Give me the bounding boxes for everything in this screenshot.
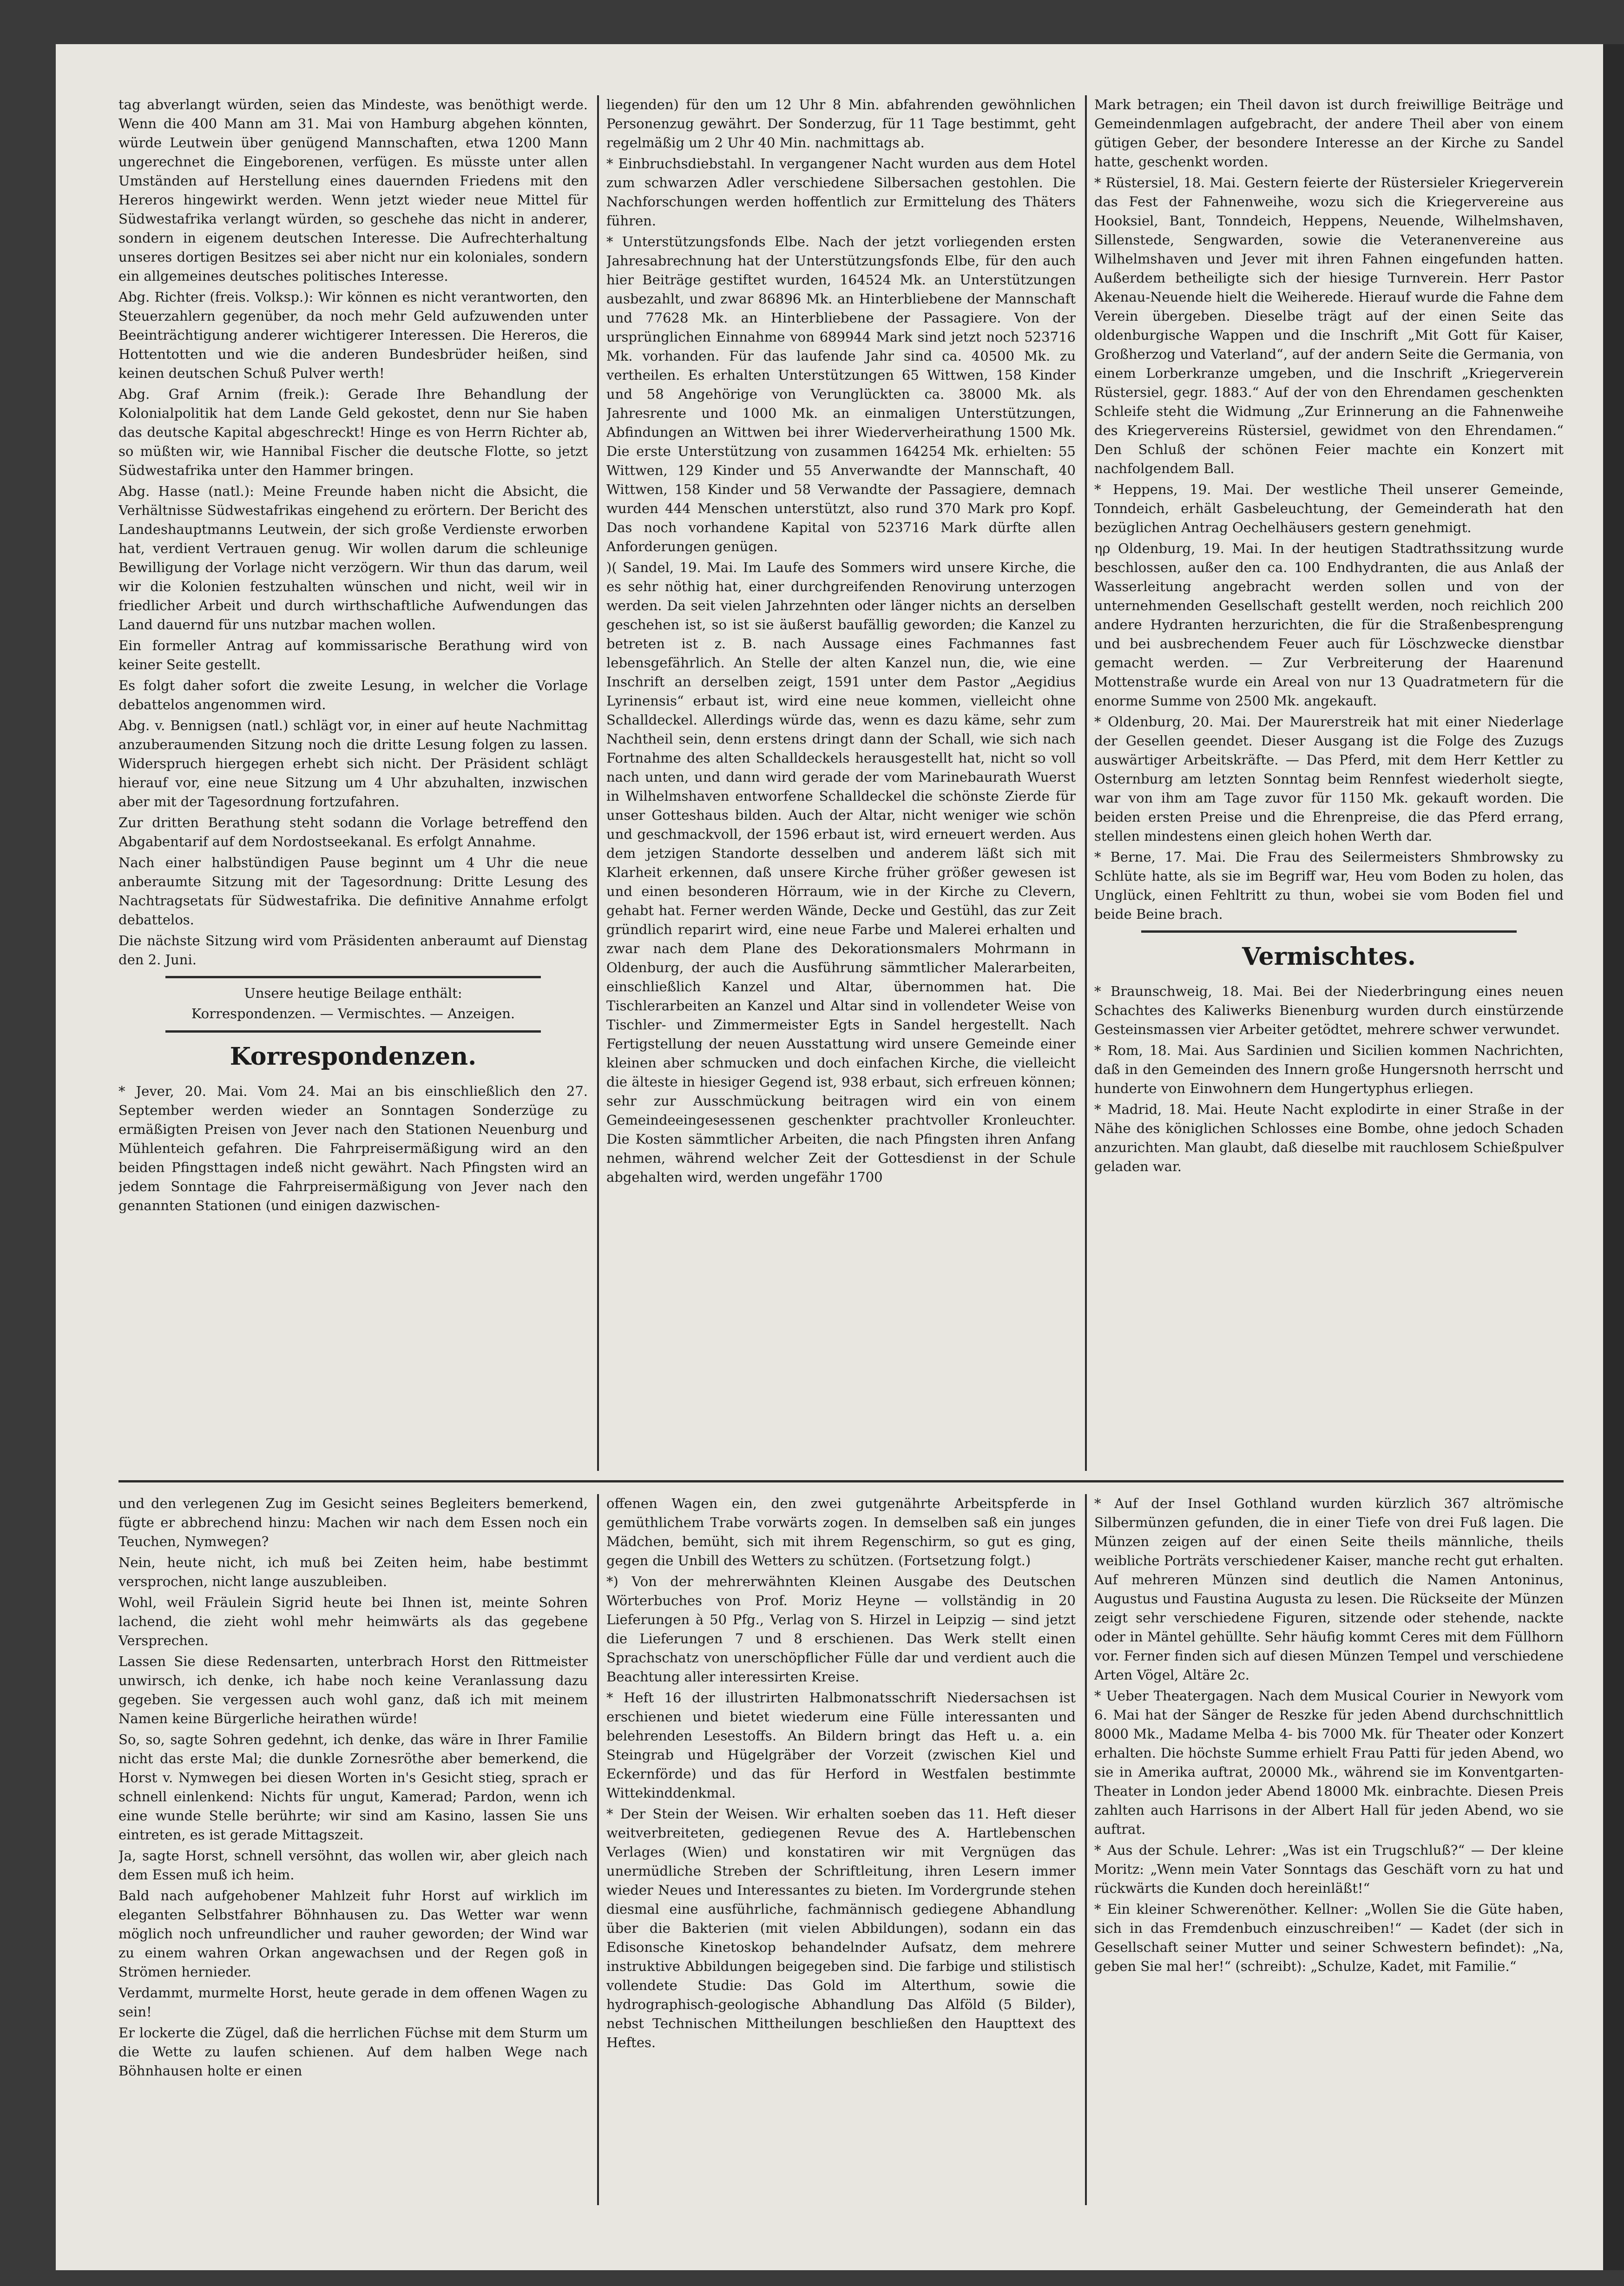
lower-col3-paragraphs (1094, 1494, 1564, 1976)
article-paragraph: * Heppens, 19. Mai. Der westliche Theil unserer Gemeinde, Tonndeich, erhält Gasbeleuchtung, der Gemeinderath hat den bezüglichen Antrag Oechelhäusers gestern genehmigt. (1094, 481, 1564, 535)
section-separator (118, 1480, 1564, 1482)
supplement-contents: Korrespondenzen. — Vermischtes. — Anzeigen. (191, 1006, 515, 1021)
article-paragraph: * Oldenburg, 20. Mai. Der Maurerstreik hat mit einer Niederlage der Gesellen geendet. Dieser Ausgang ist die Folge des Zuzugs auswärtiger Arbeitskräfte. — Das Pferd, mit dem Herr Kettler zu Osternburg am letzten Sonntag beim Rennfest wiederholt siegte, war von ihm am Tage zuvor für 1150 Mk. gekauft worden. Die beiden ersten Preise und die Ehrenpreise, die das Pferd errang, stellen mindestens einen gleich hohen Werth dar. (1094, 714, 1564, 844)
article-paragraph: * Unterstützungsfonds Elbe. Nach der jetzt vorliegenden ersten Jahresabrechnung hat der Unterstützungsfonds Elbe, für den auch hier Beiträge gestiftet wurden, 164524 Mk. an Unterstützungen ausbezahlt, und zwar 86896 Mk. an Hinterbliebene der Mannschaft und 77628 Mk. an Hinterbliebene der Passagiere. Von der ursprünglichen Einnahme von 689944 Mark sind jetzt noch 523716 Mk. vorhanden. Für das laufende Jahr sind ca. 40500 Mk. zu vertheilen. Es erhalten Unterstützungen 65 Wittwen, 158 Kinder und 58 Angehörige von Verunglückten ca. 38000 Mk. als Jahresrente und 1000 Mk. an einmaligen Unterstützungen, Abfindungen an Wittwen bei ihrer Wiederverheirathung 1500 Mk. Die erste Unterstützung von zusammen 164254 Mk. erhielten: 55 Wittwen, 129 Kinder und 55 Anverwandte der Mannschaft, 40 Wittwen, 158 Kinder und 58 Verwandte der Passagiere, demnach wurden 444 Menschen unterstützt, also rund 370 Mark pro Kopf. Das noch vorhandene Kapital von 523716 Mark dürfte allen Anforderungen genügen. (606, 234, 1076, 554)
upper-col3-after (1094, 982, 1564, 1176)
article-paragraph: * Braunschweig, 18. Mai. Bei der Niederbringung eines neuen Schachtes des Kaliwerks Bienenburg wurden durch einstürzende Gesteinsmassen vier Arbeiter getödtet, mehrere schwer verwundet. (1094, 983, 1564, 1037)
upper-col3-paragraphs (1094, 95, 1564, 924)
divider (165, 1030, 541, 1033)
upper-col2-paragraphs (606, 95, 1076, 1187)
article-paragraph: * Ueber Theatergagen. Nach dem Musical Courier in Newyork vom 6. Mai hat der Sänger de Reszke für jeden Abend durchschnittlich 8000 Mk., Madame Melba 4- bis 7000 Mk. für Theater oder Konzert erhalten. Die höchste Summe erhielt Frau Patti für jeden Abend, wo sie in Amerika auftrat, 20000 Mk., während sie im Konventgarten-Theater in London jeder Abend 18000 Mk. einbrachte. Diesen Preis zahlten auch Harrisons in der Albert Hall für jeden Abend, wo sie auftrat. (1094, 1688, 1564, 1837)
article-paragraph: Er lockerte die Zügel, daß die herrlichen Füchse mit dem Sturm um die Wette zu laufen schienen. Auf dem halben Wege nach Böhnhausen holte er einen (118, 2025, 588, 2079)
article-paragraph: Abg. Richter (freis. Volksp.): Wir können es nicht verantworten, den Steuerzahlern gegenüber, da noch mehr Geld aufzuwenden unter Beeinträchtigung anderer wichtigerer Interessen. Die Hereros, die Hottentotten und wie die anderen Bundesbrüder heißen, sind keinen deutschen Schuß Pulver werth! (118, 289, 588, 381)
article-paragraph: Bald nach aufgehobener Mahlzeit fuhr Horst auf wirklich im eleganten Selbstfahrer Böhnhausen zu. Das Wetter war wenn möglich noch unfreundlicher und rauher geworden; der Wind war zu einem wahren Orkan angewachsen und der Regen goß in Strömen hernieder. (118, 1888, 588, 1980)
article-paragraph: So, so, sagte Sohren gedehnt, ich denke, das wäre in Ihrer Familie nicht das erste Mal; die dunkle Zornesröthe aber bemerkend, die Horst v. Nymwegen bei diesen Worten in's Gesicht stieg, sprach er schnell einlenkend: Nichts für ungut, Kamerad; Pardon, wenn ich eine wunde Stelle berührte; wir sind am Kasino, lassen Sie uns eintreten, es ist gerade Mittagszeit. (118, 1732, 588, 1843)
section-heading-vermischtes: Vermischtes. (1242, 942, 1416, 971)
article-paragraph: liegenden) für den um 12 Uhr 8 Min. abfahrenden gewöhnlichen Personenzug gewährt. Der Sonderzug, für 11 Tage bestimmt, geht regelmäßig um 2 Uhr 40 Min. nachmittags ab. (606, 97, 1076, 151)
upper-column-2 (606, 95, 1076, 1471)
article-paragraph: Nein, heute nicht, ich muß bei Zeiten heim, habe bestimmt versprochen, nicht lange auszubleiben. (118, 1555, 588, 1589)
article-paragraph: Abg. Graf Arnim (freik.): Gerade Ihre Behandlung der Kolonialpolitik hat dem Lande Geld gekostet, denn nur Sie haben das deutsche Kapital abgeschreckt! Hinge es von Herrn Richter ab, so müßten wir, wie Hannibal Fischer die deutsche Flotte, so jetzt Südwestafrika unter den Hammer bringen. (118, 386, 588, 478)
article-paragraph: Ja, sagte Horst, schnell versöhnt, das wollen wir, aber gleich nach dem Essen muß ich heim. (118, 1848, 588, 1883)
upper-col1-after (118, 1082, 588, 1215)
column-rule (1085, 1494, 1087, 2205)
page-edge (1603, 44, 1624, 2270)
article-paragraph: * Rüstersiel, 18. Mai. Gestern feierte der Rüstersieler Kriegerverein das Fest der Fahnenweihe, wozu sich die Kriegervereine aus Hooksiel, Bant, Tonndeich, Heppens, Neuende, Wilhelmshaven, Sillenstede, Sengwarden, sowie die Veteranenvereine aus Wilhelmshaven und Jever mit ihren Fahnen eingefunden hatten. Außerdem betheiligte sich der hiesige Turnverein. Herr Pastor Akenau-Neuende hielt die Weiherede. Hierauf wurde die Fahne dem Verein übergeben. Dieselbe trägt auf der einen Seite das oldenburgische Wappen und die Inschrift „Mit Gott für Kaiser, Großherzog und Vaterland“, auf der andern Seite die Germania, von einem Lorberkranze umgeben, und die Inschrift „Kriegerverein Rüstersiel, gegr. 1883.“ Auf der von den Ehrendamen geschenkten Schleife steht die Widmung „Zur Erinnerung an die Fahnenweihe des Kriegervereins Rüstersiel, gewidmet von den Ehrendamen.“ Den Schluß der schönen Feier machte ein Konzert mit nachfolgendem Ball. (1094, 175, 1564, 476)
article-paragraph: * Einbruchsdiebstahl. In vergangener Nacht wurden aus dem Hotel zum schwarzen Adler verschiedene Silbersachen gestohlen. Die Nachforschungen werden hoffentlich zur Ermittelung des Thäters führen. (606, 156, 1076, 229)
upper-column-3 (1094, 95, 1564, 1471)
article-paragraph: ηρ Oldenburg, 19. Mai. In der heutigen Stadtrathssitzung wurde beschlossen, außer den ca. 100 Endhydranten, die aus Anlaß der Wasserleitung angebracht werden sollen und von der unternehmenden Gesellschaft gestellt werden, noch reichlich 200 andere Hydranten herzurichten, die für die Straßenbesprengung und bei ausbrechendem Feuer auch für Löschzwecke dienstbar gemacht werden. — Zur Verbreiterung der Haarenund Mottenstraße wurde ein Areal von nur 13 Quadratmetern für die enorme Summe von 2500 Mk. angekauft. (1094, 540, 1564, 709)
article-paragraph: * Ein kleiner Schwerenöther. Kellner: „Wollen Sie die Güte haben, sich in das Fremdenbuch einzuschreiben!“ — Kadet (der sich in Gesellschaft seiner Mutter und seiner Schwestern befindet): „Na, geben Sie mal her!“ (schreibt): „Schulze, Kadet, mit Familie.“ (1094, 1901, 1564, 1974)
article-paragraph: Nach einer halbstündigen Pause beginnt um 4 Uhr die neue anberaumte Sitzung mit der Tagesordnung: Dritte Lesung des Nachtragsetats für Südwestafrika. Die definitive Annahme erfolgt debattelos. (118, 855, 588, 928)
upper-col1-paragraphs (118, 95, 588, 969)
article-paragraph: Lassen Sie diese Redensarten, unterbrach Horst den Rittmeister unwirsch, ich denke, ich habe noch keine Veranlassung dazu gegeben. Sie vergessen auch wohl ganz, daß ich mit meinem Namen keine Bürgerliche heirathen würde! (118, 1654, 588, 1726)
section-heading-korrespondenzen: Korrespondenzen. (230, 1042, 477, 1071)
upper-column-1 (118, 95, 588, 1471)
article-paragraph: Wohl, weil Fräulein Sigrid heute bei Ihnen ist, meinte Sohren lachend, die zieht wohl mehr heimwärts als das gegebene Versprechen. (118, 1594, 588, 1648)
supplement-heading: Unsere heutige Beilage enthält: (244, 985, 462, 1001)
article-paragraph: und den verlegenen Zug im Gesicht seines Begleiters bemerkend, fügte er abbrechend hinzu: Machen wir nach dem Essen noch ein Teuchen, Nymwegen? (118, 1495, 588, 1549)
article-paragraph: * Der Stein der Weisen. Wir erhalten soeben das 11. Heft dieser weitverbreiteten, gediegenen Revue des A. Hartlebenschen Verlages (Wien) und konstatiren wir mit Vergnügen das unermüdliche Streben der Schriftleitung, ihren Lesern immer wieder Neues und Interessantes zu bieten. Im Vordergrunde stehen diesmal eine ausführliche, fachmännisch gediegene Abhandlung über die Bakterien (mit vielen Abbildungen), sodann ein das Edisonsche Kinetoskop behandelnder Aufsatz, dem mehrere instruktive Abbildungen beigegeben sind. Die farbige und stilistisch vollendete Studie: Das Gold im Alterthum, sowie die hydrographisch-geologische Abhandlung Das Alföld (5 Bilder), nebst Technischen Mittheilungen beschließen den Haupttext des Heftes. (606, 1806, 1076, 2050)
article-paragraph: Verdammt, murmelte Horst, heute gerade in dem offenen Wagen zu sein! (118, 1985, 588, 2020)
divider (1141, 930, 1517, 933)
article-paragraph: offenen Wagen ein, den zwei gutgenährte Arbeitspferde in gemüthlichem Trabe vorwärts zogen. In demselben saß ein junges Mädchen, bemüht, sich mit ihrem Regenschirm, so gut es ging, gegen die Unbill des Wetters zu schützen. (Fortsetzung folgt.) (606, 1495, 1076, 1568)
article-paragraph: * Madrid, 18. Mai. Heute Nacht explodirte in einer Straße in der Nähe des königlichen Schlosses eine Bombe, ohne jedoch Schaden anzurichten. Man glaubt, daß dieselbe mit rauchlosem Schießpulver geladen war. (1094, 1101, 1564, 1174)
article-paragraph: * Aus der Schule. Lehrer: „Was ist ein Trugschluß?“ — Der kleine Moritz: „Wenn mein Vater Sonntags das Geschäft vorn zu hat und rückwärts die Kunden doch hereinläßt!“ (1094, 1842, 1564, 1896)
column-rule (597, 95, 599, 1471)
article-paragraph: * Rom, 18. Mai. Aus Sardinien und Sicilien kommen Nachrichten, daß in den Gemeinden des Innern große Hungersnoth herrscht und hunderte von Einwohnern dem Hungertyphus erliegen. (1094, 1042, 1564, 1096)
column-rule (1085, 95, 1087, 1471)
article-paragraph: * Heft 16 der illustrirten Halbmonatsschrift Niedersachsen ist erschienen und bietet wiederum eine Fülle interessanten und belehrenden Lesestoffs. An Bildern bringt das Heft u. a. ein Steingrab und Hügelgräber der Vorzeit (zwischen Kiel und Eckernförde) und das für Herford in Westfalen bestimmte Wittekinddenkmal. (606, 1690, 1076, 1801)
divider (165, 976, 541, 978)
lower-column-2 (606, 1494, 1076, 2205)
article-paragraph: Ein formeller Antrag auf kommissarische Berathung wird von keiner Seite gestellt. (118, 638, 588, 672)
article-paragraph: * Berne, 17. Mai. Die Frau des Seilermeisters Shmbrowsky zu Schlüte hatte, als sie im Begriff war, Heu vom Boden zu holen, das Unglück, einen Fehltritt zu thun, wobei sie vom Boden fiel und beide Beine brach. (1094, 849, 1564, 922)
lower-col2-paragraphs (606, 1494, 1076, 2052)
lower-column-1 (118, 1494, 588, 2205)
article-paragraph: Mark betragen; ein Theil davon ist durch freiwillige Beiträge und Gemeindenmlagen aufgebracht, der andere Theil aber von einem gütigen Geber, der besondere Interesse an der Kirche zu Sandel hatte, geschenkt worden. (1094, 97, 1564, 170)
article-paragraph: Es folgt daher sofort die zweite Lesung, in welcher die Vorlage debattelos angenommen wird. (118, 678, 588, 712)
article-paragraph: Abg. Hasse (natl.): Meine Freunde haben nicht die Absicht, die Verhältnisse Südwestafrikas eingehend zu erörtern. Der Bericht des Landeshauptmanns Leutwein, der sich große Verdienste erworben hat, verdient Vertrauen genug. Wir wollen darum die schleunige Bewilligung der Vorlage nicht verzögern. Wir thun das darum, weil wir die Kolonien festzuhalten wünschen und nicht, weil wir in friedlicher Arbeit und durch wirthschaftliche Aufwendungen das Land dauernd für uns nutzbar machen wollen. (118, 483, 588, 632)
lower-column-3 (1094, 1494, 1564, 2205)
lower-col1-paragraphs (118, 1494, 588, 2081)
article-paragraph: )( Sandel, 19. Mai. Im Laufe des Sommers wird unsere Kirche, die es sehr nöthig hat, einer durchgreifenden Renovirung unterzogen werden. Da seit vielen Jahrzehnten oder länger nichts an derselben geschehen ist, so ist sie äußerst baufällig geworden; die Kanzel zu betreten ist z. B. nach Aussage eines Fachmannes fast lebensgefährlich. An Stelle der alten Kanzel nun, die, wie eine Inschrift an derselben zeigt, 1591 unter dem Pastor „Aegidius Lyrinensis“ erbaut ist, wird eine neue kommen, vielleicht ohne Schalldeckel. Allerdings würde das, wenn es dazu käme, sehr zum Nachtheil sein, denn erstens dringt dann der Schall, wie sich nach Fortnahme des alten Schalldeckels herausgestellt hat, nicht so voll nach unten, und dann wird gerade der vom Marinebaurath Wuerst in Wilhelmshaven entworfene Schalldeckel die schönste Zierde für unser Gotteshaus bilden. Auch der Altar, nicht weniger wie schön und geschmackvoll, der 1596 erbaut ist, wird erneuert werden. Aus dem jetzigen Standorte desselben und anderem läßt sich mit Klarheit erkennen, daß unsere Kirche früher größer gewesen ist und einen besonderen Hörraum, wie in der Kirche zu Clevern, gehabt hat. Ferner werden Wände, Decke und Gestühl, das zur Zeit gründlich reparirt wird, eine neue Farbe und Malerei erhalten und zwar nach dem Plane des Dekorationsmalers Mohrmann in Oldenburg, der auch die Ausführung sämmtlicher Malerarbeiten, einschließlich Kanzel und Altar, übernommen hat. Die Tischlerarbeiten an Kanzel und Altar sind in vollendeter Weise von Tischler- und Zimmermeister Egts in Sandel hergestellt. Nach Fertigstellung der neuen Ausstattung wird unsere Gemeinde einer kleinen aber schmucken und doch einfachen Kirche, die vielleicht die älteste in hiesiger Gegend ist, 938 erbaut, sich erfreuen können; sehr zur Ausschmückung beitragen wird ein von einem Gemeindeeingesessenen geschenkter prachtvoller Kronleuchter. Die Kosten sämmtlicher Arbeiten, die nach Pfingsten ihren Anfang nehmen, während welcher Zeit der Gottesdienst in der Schule abgehalten wird, werden ungefähr 1700 (606, 560, 1076, 1185)
article-paragraph: * Auf der Insel Gothland wurden kürzlich 367 altrömische Silbermünzen gefunden, die in einer Tiefe von drei Fuß lagen. Die Münzen zeigen auf der einen Seite theils männliche, theils weibliche Porträts verschiedener Kaiser, manche recht gut erhalten. Auf mehreren Münzen sind deutlich die Namen Antoninus, Augustus und Faustina Augusta zu lesen. Die Rückseite der Münzen zeigt sehr verschiedene Figuren, sitzende oder stehende, nackte oder in Mäntel gehüllte. Sehr häufig kommt Ceres mit dem Füllhorn vor. Ferner finden sich auf diesen Münzen Tempel und verschiedene Arten Vögel, Altäre 2c. (1094, 1495, 1564, 1683)
article-paragraph: Zur dritten Berathung steht sodann die Vorlage betreffend den Abgabentarif auf dem Nordostseekanal. Es erfolgt Annahme. (118, 815, 588, 850)
article-paragraph: * Jever, 20. Mai. Vom 24. Mai an bis einschließlich den 27. September werden wieder an Sonntagen Sonderzüge zu ermäßigten Preisen von Jever nach den Stationen Neuenburg und Mühlenteich gefahren. Die Fahrpreisermäßigung wird an den beiden Pfingsttagen indeß nicht gewährt. Nach Pfingsten wird an jedem Sonntage die Fahrpreisermäßigung von Jever nach den genannten Stationen (und einigen dazwischen- (118, 1083, 588, 1213)
article-paragraph: Abg. v. Bennigsen (natl.) schlägt vor, in einer auf heute Nachmittag anzuberaumenden Sitzung noch die dritte Lesung folgen zu lassen. Widerspruch hiergegen erhebt sich nicht. Der Präsident schlägt hierauf vor, eine neue Sitzung um 4 Uhr abzuhalten, inzwischen aber mit der Tagesordnung fortzufahren. (118, 718, 588, 810)
article-paragraph: *) Von der mehrerwähnten Kleinen Ausgabe des Deutschen Wörterbuches von Prof. Moriz Heyne — vollständig in 20 Lieferungen à 50 Pfg., Verlag von S. Hirzel in Leipzig — sind jetzt die Lieferungen 7 und 8 erschienen. Das Werk stellt einen Sprachschatz von unerschöpflicher Fülle dar und verdient auch die Beachtung aller interessirten Kreise. (606, 1574, 1076, 1685)
article-paragraph: Die nächste Sitzung wird vom Präsidenten anberaumt auf Dienstag den 2. Juni. (118, 933, 588, 968)
column-rule (597, 1494, 599, 2205)
article-paragraph: tag abverlangt würden, seien das Mindeste, was benöthigt werde. Wenn die 400 Mann am 31. Mai von Hamburg abgehen könnten, würde Leutwein über genügend Mannschaften, etwa 1200 Mann ungerechnet die Eingeborenen, verfügen. Es müsste unter allen Umständen auf Herstellung eines dauernden Friedens mit den Hereros hingewirkt werden. Wenn jetzt wieder neue Mittel für Südwestafrika verlangt würden, so geschehe das nicht in anderer, sondern in eigenem deutschen Interesse. Die Aufrechterhaltung unseres dortigen Besitzes sei aber nicht nur ein koloniales, sondern ein allgemeines deutsches politisches Interesse. (118, 97, 588, 284)
